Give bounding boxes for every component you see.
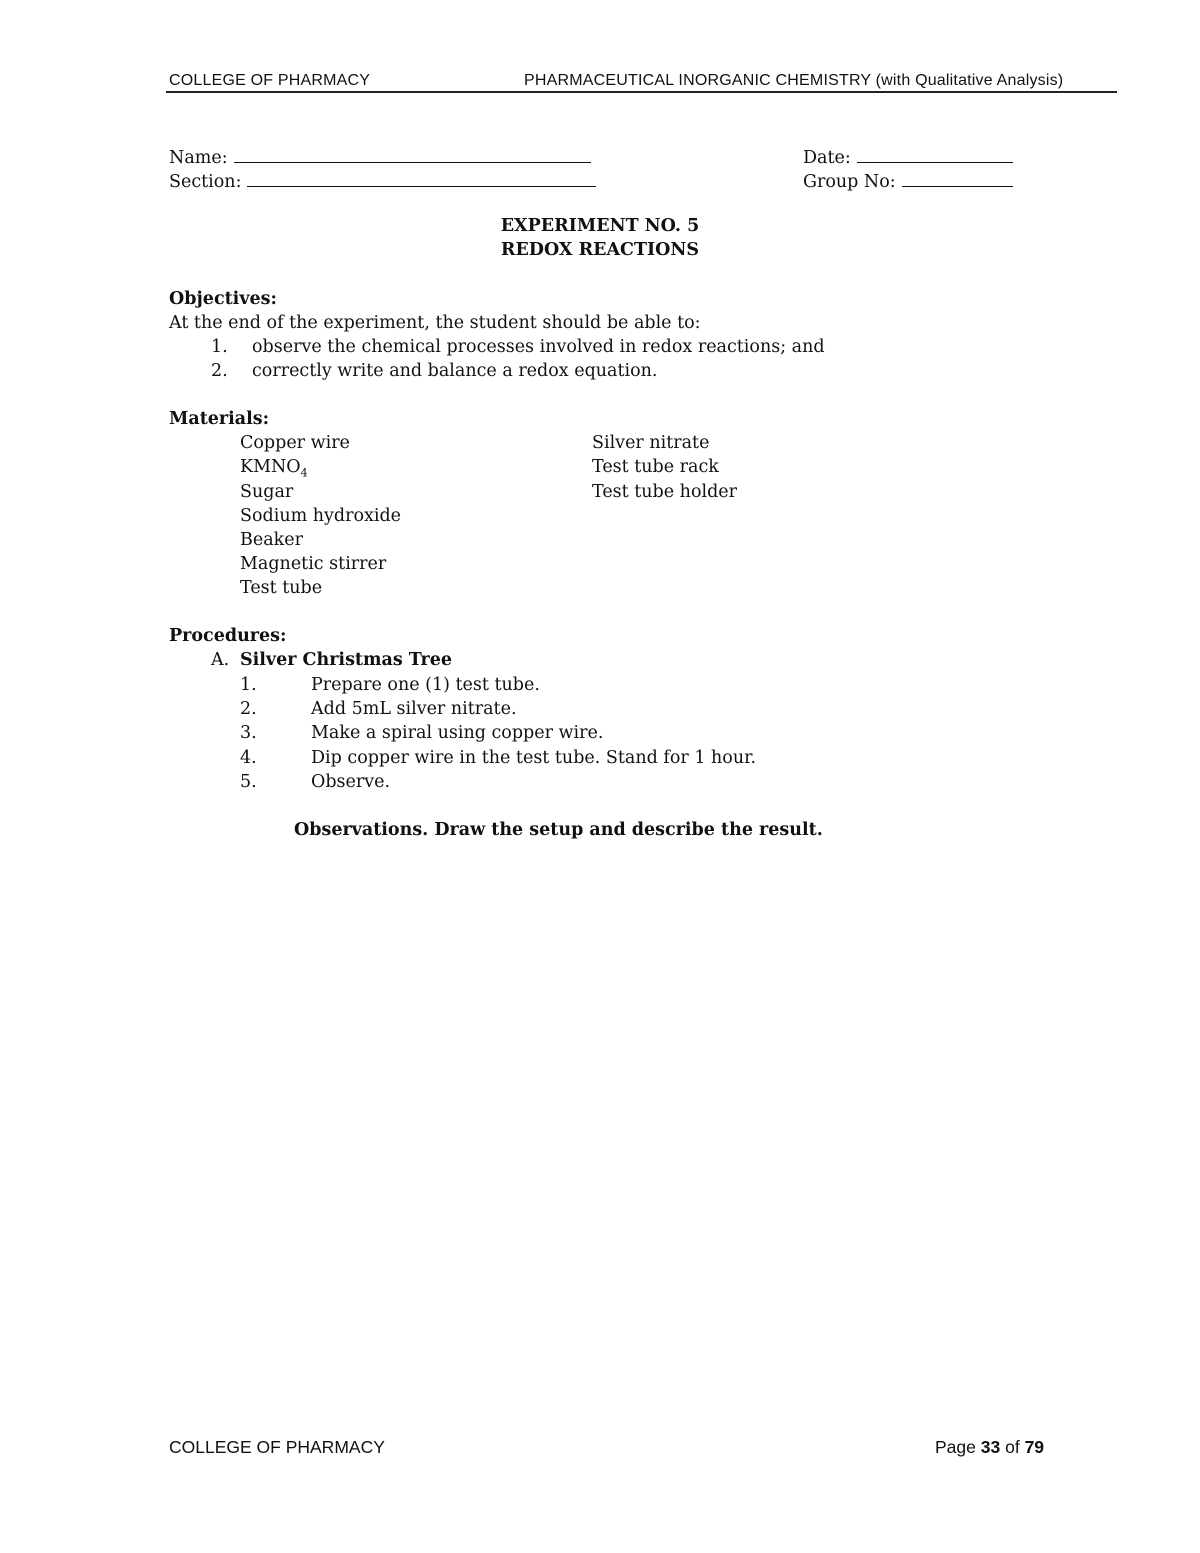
material-item: Test tube rack: [592, 457, 719, 477]
date-label: Date:: [803, 148, 851, 168]
section-field: [169, 168, 596, 192]
group-label: Group No:: [803, 172, 896, 192]
page-indicator: [935, 1437, 1044, 1458]
header-course: PHARMACEUTICAL INORGANIC CHEMISTRY (with Qualitative Analysis): [524, 72, 1064, 89]
objective-num: 2.: [211, 361, 228, 381]
material-item: Sugar: [240, 482, 294, 502]
step-num: 5.: [240, 772, 257, 792]
procedure-section-title: Silver Christmas Tree: [240, 650, 453, 670]
name-label: Name:: [169, 148, 228, 168]
objectives-intro: At the end of the experiment, the student should be able to:: [169, 313, 701, 333]
objective-text: observe the chemical processes involved in redox reactions; and: [252, 337, 825, 357]
step-text: Observe.: [311, 772, 391, 792]
objectives-heading: Objectives:: [169, 289, 277, 309]
observations-prompt: Observations. Draw the setup and describe the result.: [294, 820, 823, 840]
page-number: 33: [980, 1437, 1001, 1457]
step-num: 4.: [240, 748, 257, 768]
material-item: Silver nitrate: [592, 433, 710, 453]
material-item-kmno4: $KMNO_4$: [240, 457, 308, 480]
step-text: Make a spiral using copper wire.: [311, 723, 604, 743]
experiment-number: EXPERIMENT NO. 5: [500, 216, 700, 236]
objective-text: correctly write and balance a redox equation.: [252, 361, 658, 381]
procedure-section-letter: A.: [211, 650, 230, 670]
step-num: 2.: [240, 699, 257, 719]
material-item: Test tube holder: [592, 482, 737, 502]
material-item: Beaker: [240, 530, 303, 550]
experiment-title: REDOX REACTIONS: [500, 240, 700, 260]
objective-num: 1.: [211, 337, 228, 357]
material-item: Test tube: [240, 578, 323, 598]
section-label: Section:: [169, 172, 242, 192]
date-blank[interactable]: [857, 144, 1013, 163]
group-blank[interactable]: [902, 168, 1013, 187]
step-text: Prepare one (1) test tube.: [311, 675, 540, 695]
procedures-heading: Procedures:: [169, 626, 287, 646]
page-total: 79: [1024, 1437, 1045, 1457]
step-num: 1.: [240, 675, 257, 695]
page-word: Page: [935, 1437, 976, 1457]
footer-college: COLLEGE OF PHARMACY: [169, 1437, 385, 1457]
step-text: Dip copper wire in the test tube. Stand for 1 hour.: [311, 748, 757, 768]
material-item: Copper wire: [240, 433, 350, 453]
name-blank[interactable]: [234, 144, 591, 163]
group-field: [803, 168, 1013, 192]
material-item: Sodium hydroxide: [240, 506, 402, 526]
materials-heading: Materials:: [169, 409, 270, 429]
name-field: [169, 144, 591, 168]
step-num: 3.: [240, 723, 257, 743]
header-college: COLLEGE OF PHARMACY: [169, 72, 371, 89]
date-field: [803, 144, 1013, 168]
header-rule: [166, 91, 1117, 93]
section-blank[interactable]: [247, 168, 596, 187]
material-item: Magnetic stirrer: [240, 554, 387, 574]
step-text: Add 5mL silver nitrate.: [311, 699, 517, 719]
of-word: of: [1005, 1437, 1020, 1457]
